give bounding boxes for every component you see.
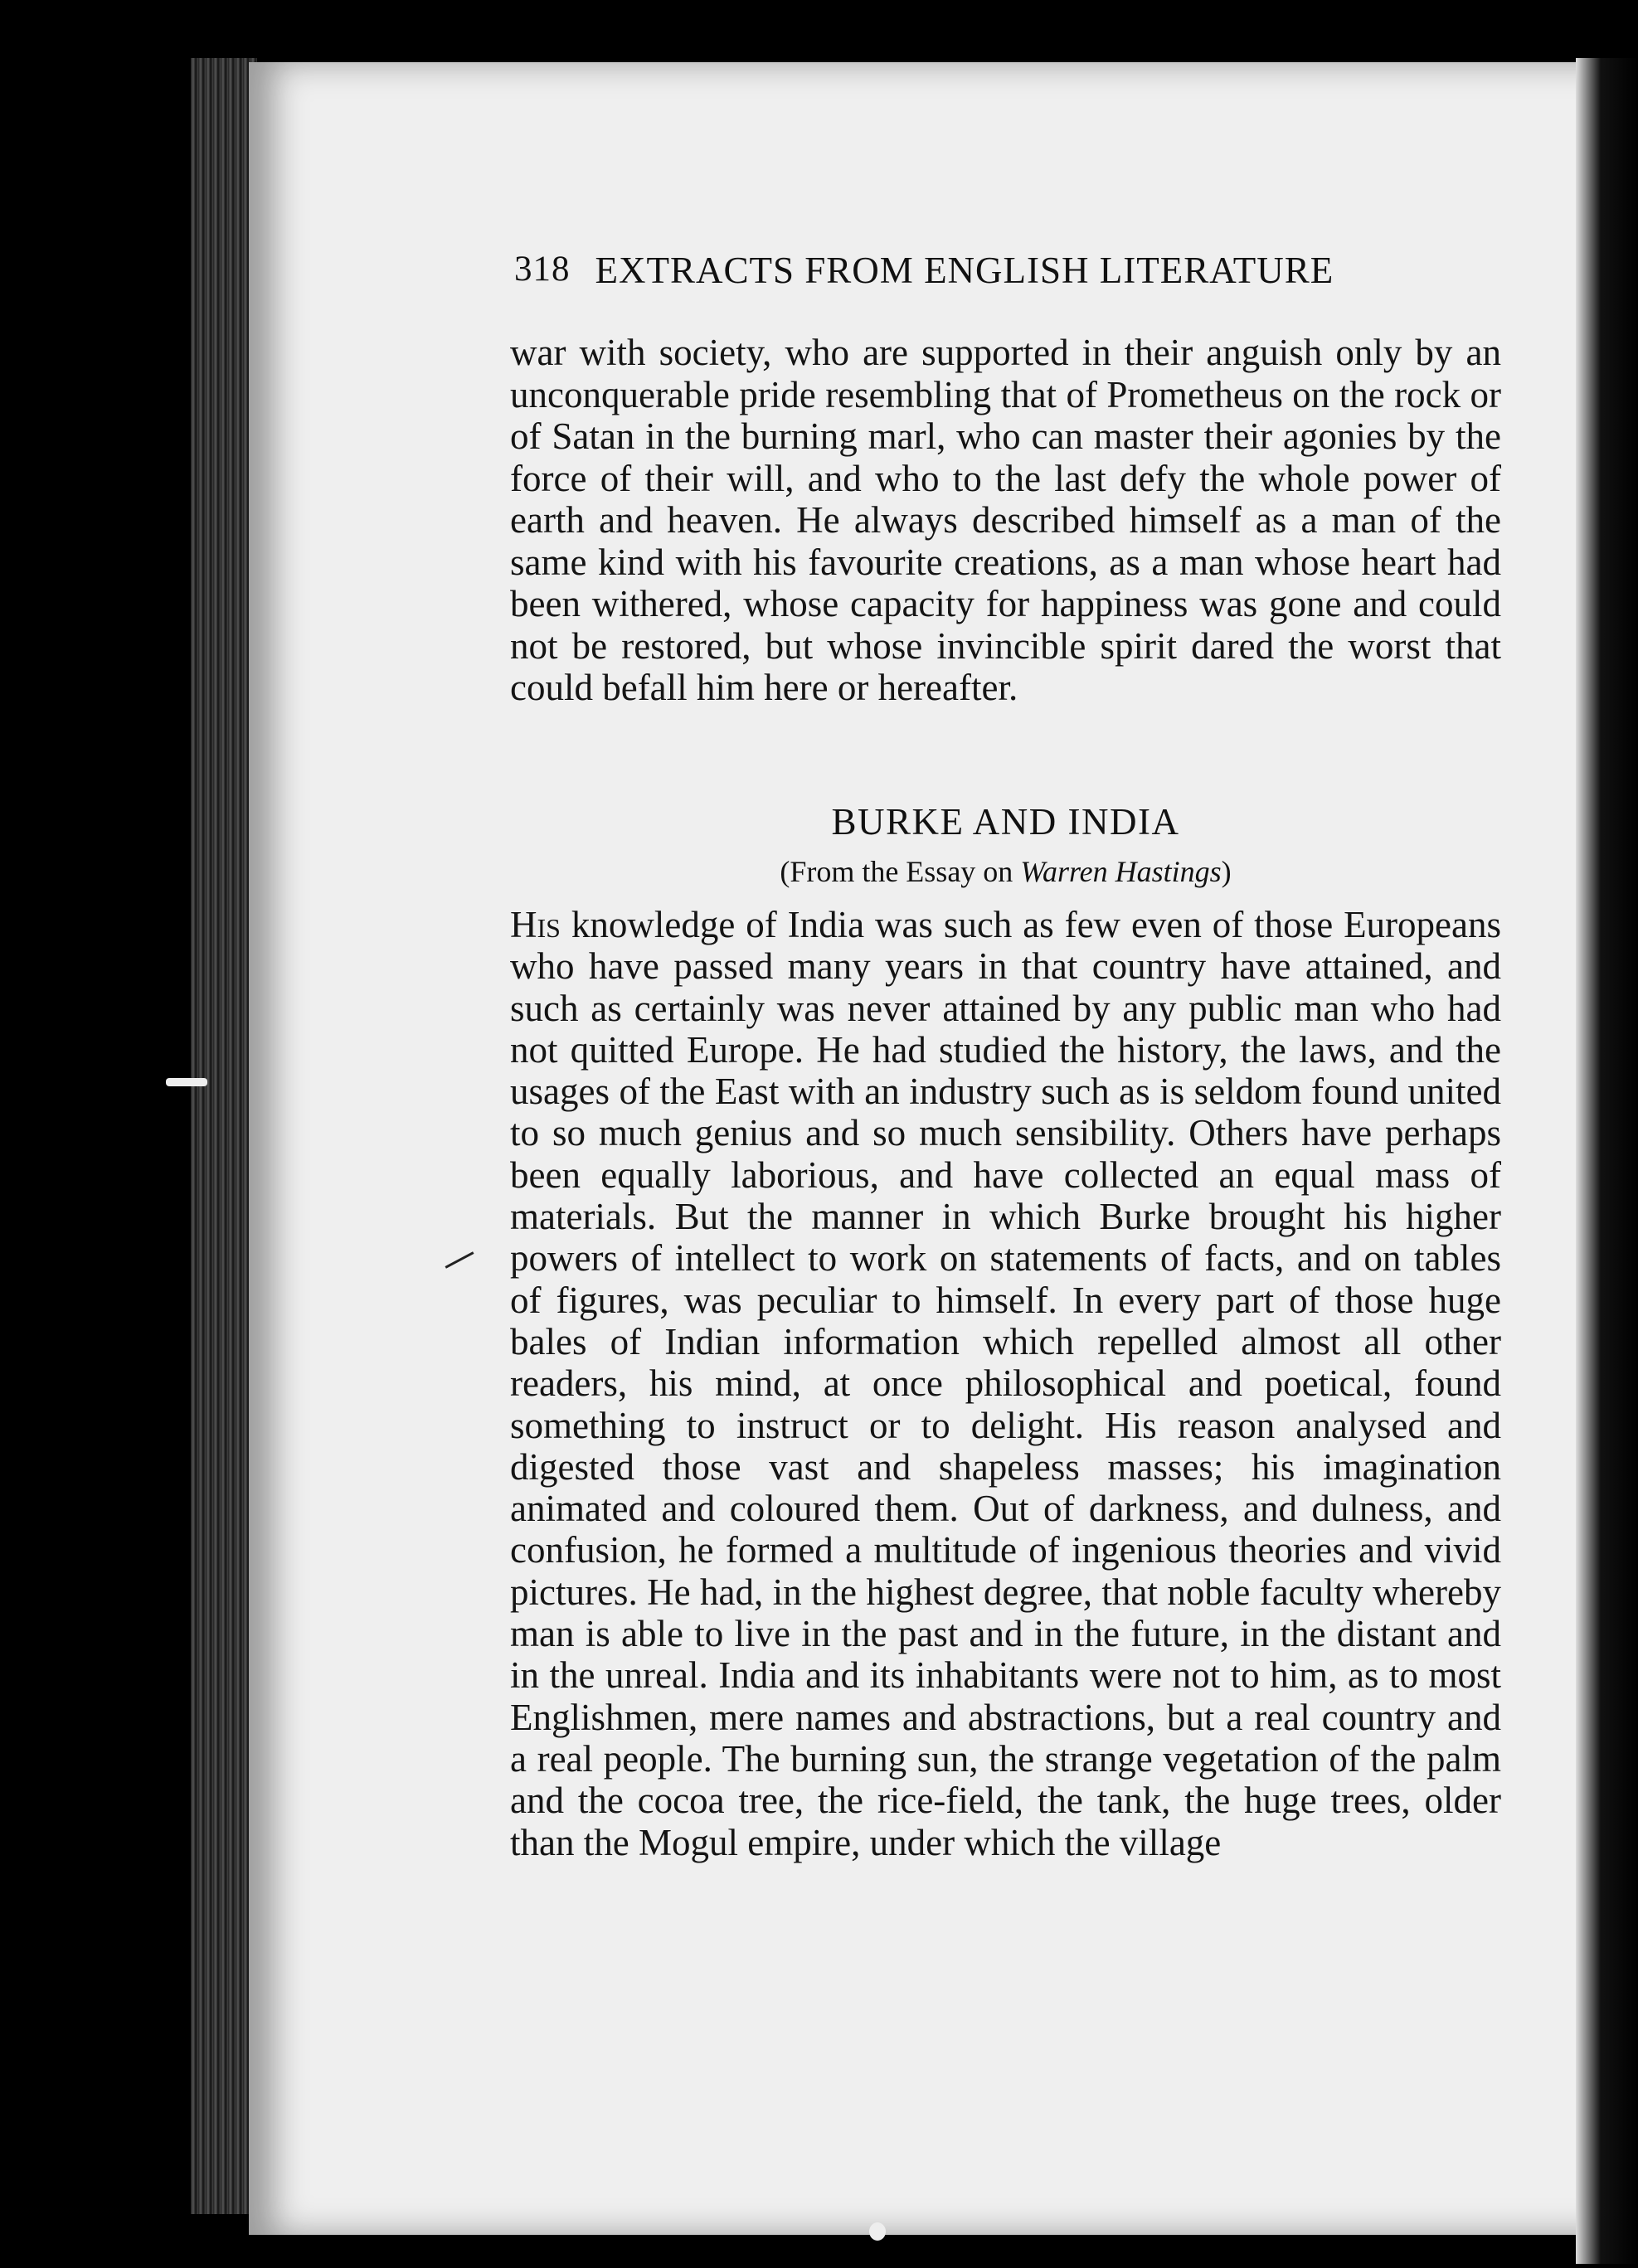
page-number: 318 [514,250,571,289]
margin-mark [166,1078,207,1086]
source-work: Warren Hastings [1020,855,1222,888]
continuation-text: war with society, who are supported in their anguish only by an unconquerable pride resembling that of Prometheus on the rock or of Satan in the burning marl, who can master their agonies by the force of their will, and who to the last defy the whole power of earth and heaven. He always described himself as a man of the same kind with his favourite creations, as a man whose heart had been withered, whose capacity for happiness was gone and could not be restored, but whose invincible spirit dared the worst that could befall him here or hereafter. [510,332,1501,708]
section-body [510,904,1501,1863]
section-body-text: knowledge of India was such as few even of those Europeans who have passed many years in that country have attained, and such as certainly was never attained by any public man who had not quitted Europe. He had studied the history, the laws, and the usages of the East with an industry such as is seldom found united to so much genius and so much sensibility. Others have perhaps been equally laborious, and have collected an equal mass of materials. But the manner in which Burke brought his higher powers of intellect to work on statements of facts, and on tables of figures, was peculiar to himself. In every part of those huge bales of Indian information which repelled almost all other readers, his mind, at once philosophical and poetical, found something to instruct or to delight. His reason analysed and digested those vast and shapeless masses; his imagination animated and coloured them. Out of darkness, and dulness, and confusion, he formed a multitude of ingenious theories and vivid pictures. He had, in the highest degree, that noble faculty whereby man is able to live in the past and in the future, in the distant and in the unreal. India and its inhabitants were not to him, as to most Englishmen, mere names and abstractions, but a real country and a real people. The burning sun, the strange vegetation of the palm and the cocoa tree, the rice-field, the tank, the huge trees, older than the Mogul empire, under which the village [510,904,1501,1863]
book-spine-edge [191,58,257,2214]
source-prefix: (From the Essay on [780,855,1021,888]
running-head-title: EXTRACTS FROM ENGLISH LITERATURE [595,250,1334,291]
page-right-edge [1576,58,1638,2264]
section-paragraph [510,904,1501,1863]
section-source [510,854,1501,889]
section-title: BURKE AND INDIA [831,801,1180,843]
scan-dot [869,2222,886,2241]
source-suffix: ) [1221,855,1232,888]
running-header [514,249,1443,292]
continuation-paragraph [510,332,1501,709]
first-word: His [510,904,561,945]
